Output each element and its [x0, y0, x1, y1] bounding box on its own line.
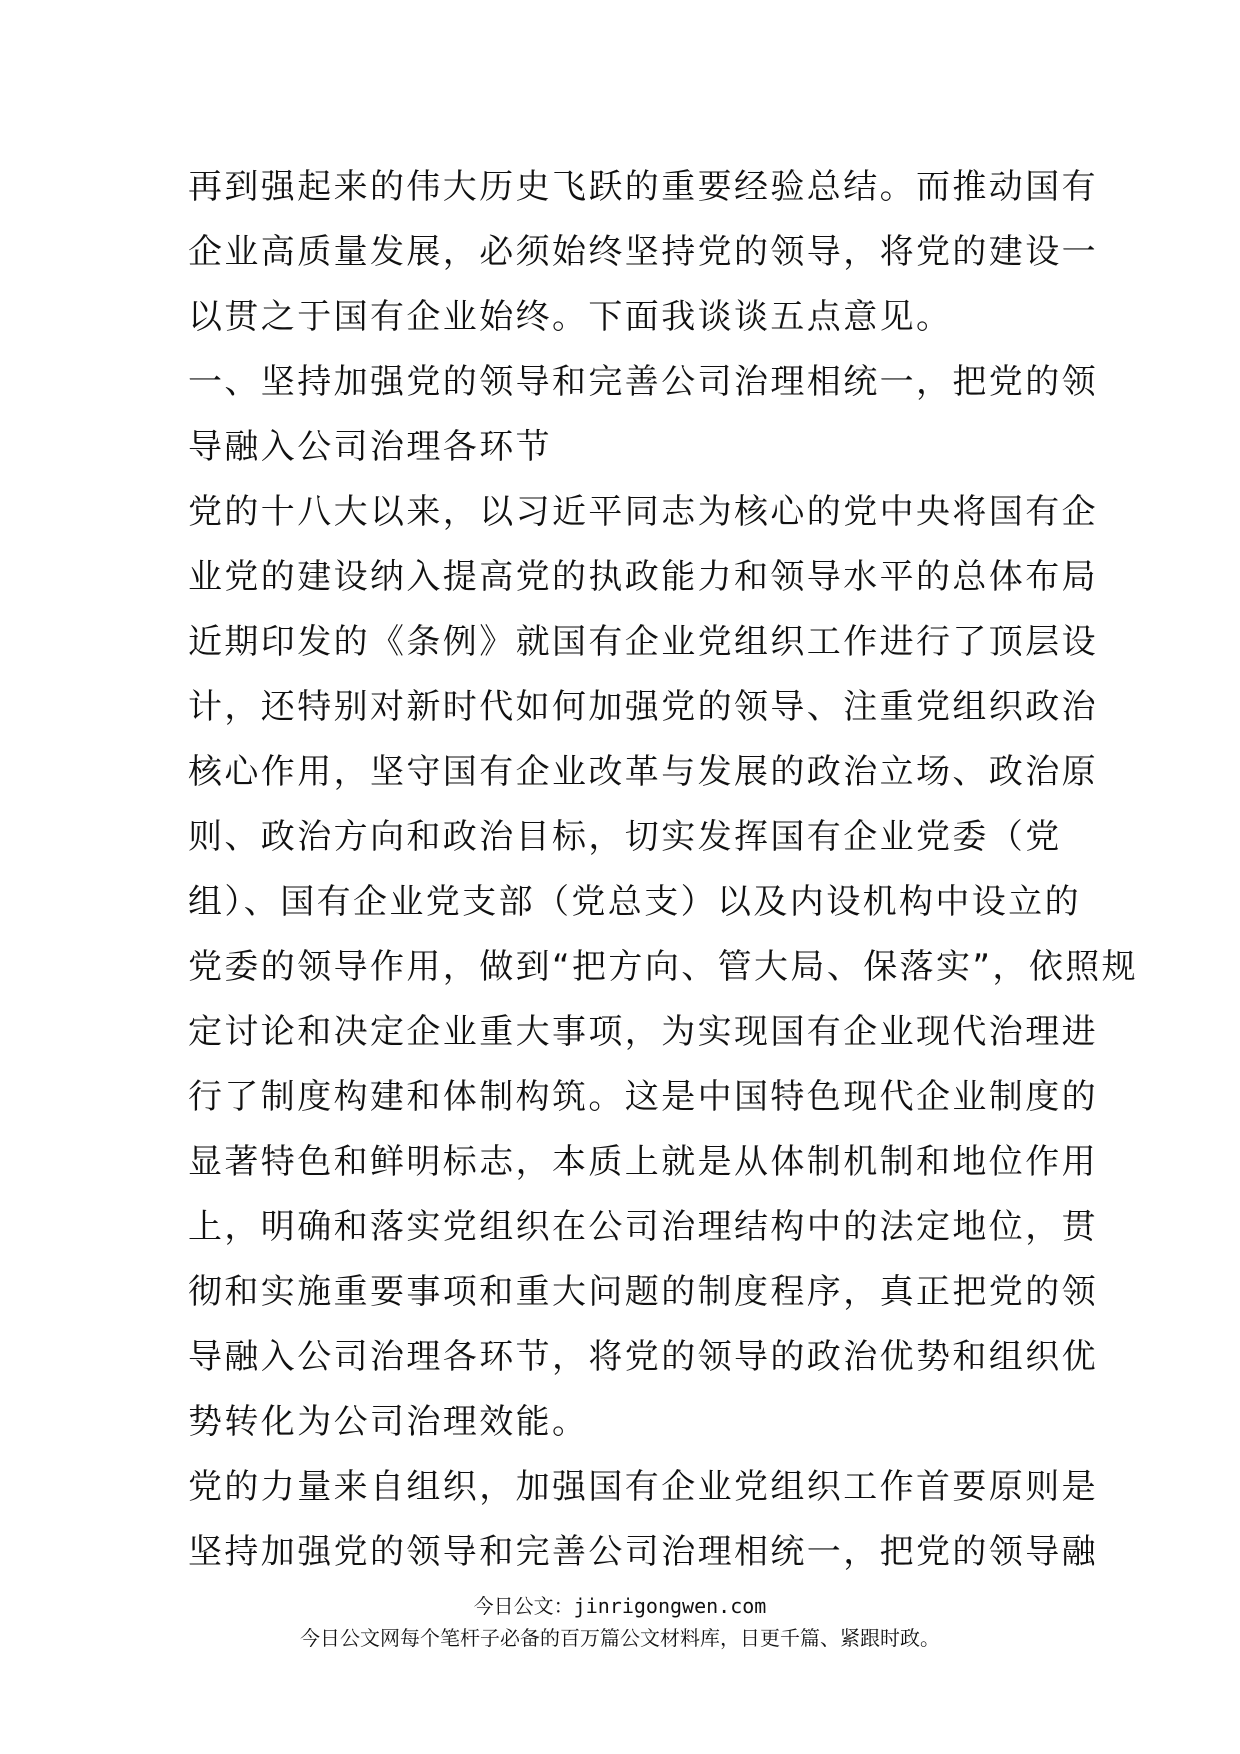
text-line: 业党的建设纳入提高党的执政能力和领导水平的总体布局	[188, 557, 1098, 597]
text-line: 坚持加强党的领导和完善公司治理相统一，把党的领导融	[188, 1532, 1098, 1572]
footer-source	[0, 1593, 1240, 1619]
text-line: 显著特色和鲜明标志，本质上就是从体制机制和地位作用	[188, 1142, 1098, 1182]
text-line: 定讨论和决定企业重大事项，为实现国有企业现代治理进	[188, 1012, 1098, 1052]
text-line: 组）、国有企业党支部（党总支）以及内设机构中设立的	[188, 882, 1081, 922]
text-line: 则、政治方向和政治目标，切实发挥国有企业党委（党	[188, 817, 1062, 857]
text-line: 以贯之于国有企业始终。下面我谈谈五点意见。	[188, 297, 953, 337]
section-heading-line: 一、坚持加强党的领导和完善公司治理相统一，把党的领	[188, 362, 1098, 402]
footer-source-label: 今日公文：	[473, 1594, 574, 1618]
text-line: 上，明确和落实党组织在公司治理结构中的法定地位，贯	[188, 1207, 1098, 1247]
text-line: 核心作用，坚守国有企业改革与发展的政治立场、政治原	[188, 752, 1098, 792]
text-line: 党委的领导作用，做到“把方向、管大局、保落实”，依照规	[188, 947, 1139, 987]
text-line: 势转化为公司治理效能。	[188, 1402, 589, 1442]
document-body	[188, 155, 1139, 1585]
text-line: 党的十八大以来，以习近平同志为核心的党中央将国有企	[188, 492, 1098, 532]
text-line: 近期印发的《条例》就国有企业党组织工作进行了顶层设	[188, 622, 1098, 662]
text-line: 计，还特别对新时代如何加强党的领导、注重党组织政治	[188, 687, 1098, 727]
text-line: 行了制度构建和体制构筑。这是中国特色现代企业制度的	[188, 1077, 1098, 1117]
text-line: 导融入公司治理各环节，将党的领导的政治优势和组织优	[188, 1337, 1098, 1377]
text-line: 党的力量来自组织，加强国有企业党组织工作首要原则是	[188, 1467, 1098, 1507]
text-line: 再到强起来的伟大历史飞跃的重要经验总结。而推动国有	[188, 167, 1098, 207]
section-heading-line: 导融入公司治理各环节	[188, 427, 552, 467]
footer-source-url: jinrigongwen.com	[573, 1594, 767, 1618]
text-line: 彻和实施重要事项和重大问题的制度程序，真正把党的领	[188, 1272, 1098, 1312]
footer-slogan: 今日公文网每个笔杆子必备的百万篇公文材料库，日更千篇、紧跟时政。	[300, 1626, 940, 1650]
text-line: 企业高质量发展，必须始终坚持党的领导，将党的建设一	[188, 232, 1098, 272]
